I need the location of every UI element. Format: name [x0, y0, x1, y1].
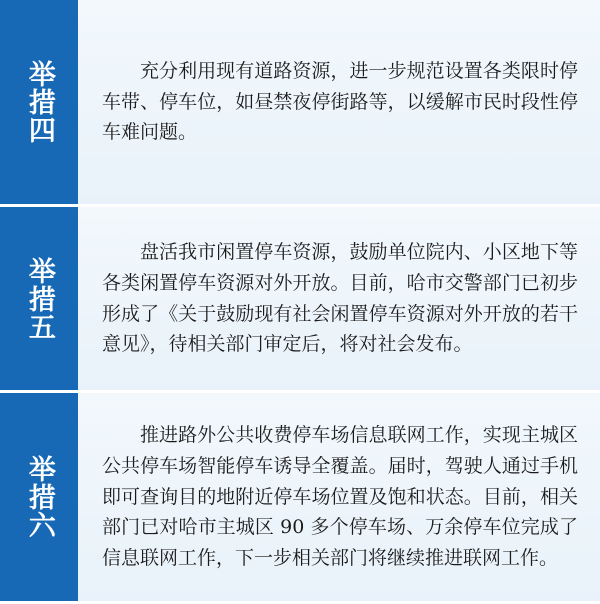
measure-label-badge: [0, 393, 78, 601]
measure-block: [0, 204, 600, 390]
measure-body: [78, 0, 600, 204]
measure-body-text: 推进路外公共收费停车场信息联网工作，实现主城区公共停车场智能停车诱导全覆盖。届时，驾驶人通过手机即可查询目的地附近停车场位置及饱和状态。目前，相关部门已对哈市主城区 90 多个停车场、万余停车位完成了信息联网工作，下一步相关部门将继续推进联网工作。: [102, 424, 578, 570]
measure-label-text: 举措四: [23, 60, 55, 144]
measure-body: [78, 207, 600, 390]
measure-label-text: 举措六: [23, 455, 55, 539]
measure-body-text: 充分利用现有道路资源，进一步规范设置各类限时停车带、停车位，如昼禁夜停街路等，以缓解市民时段性停车难问题。: [102, 59, 578, 144]
measure-label-text: 举措五: [23, 256, 55, 341]
measure-label-badge: [0, 0, 78, 204]
measure-body: [78, 393, 600, 601]
measure-block: [0, 390, 600, 601]
measure-block: [0, 0, 600, 204]
measure-body-text: 盘活我市闲置停车资源，鼓励单位院内、小区地下等各类闲置停车资源对外开放。目前，哈市交警部门已初步形成了《关于鼓励现有社会闲置停车资源对外开放的若干意见》，待相关部门审定后，将对社会发布。: [102, 240, 578, 356]
measure-label-badge: [0, 207, 78, 390]
